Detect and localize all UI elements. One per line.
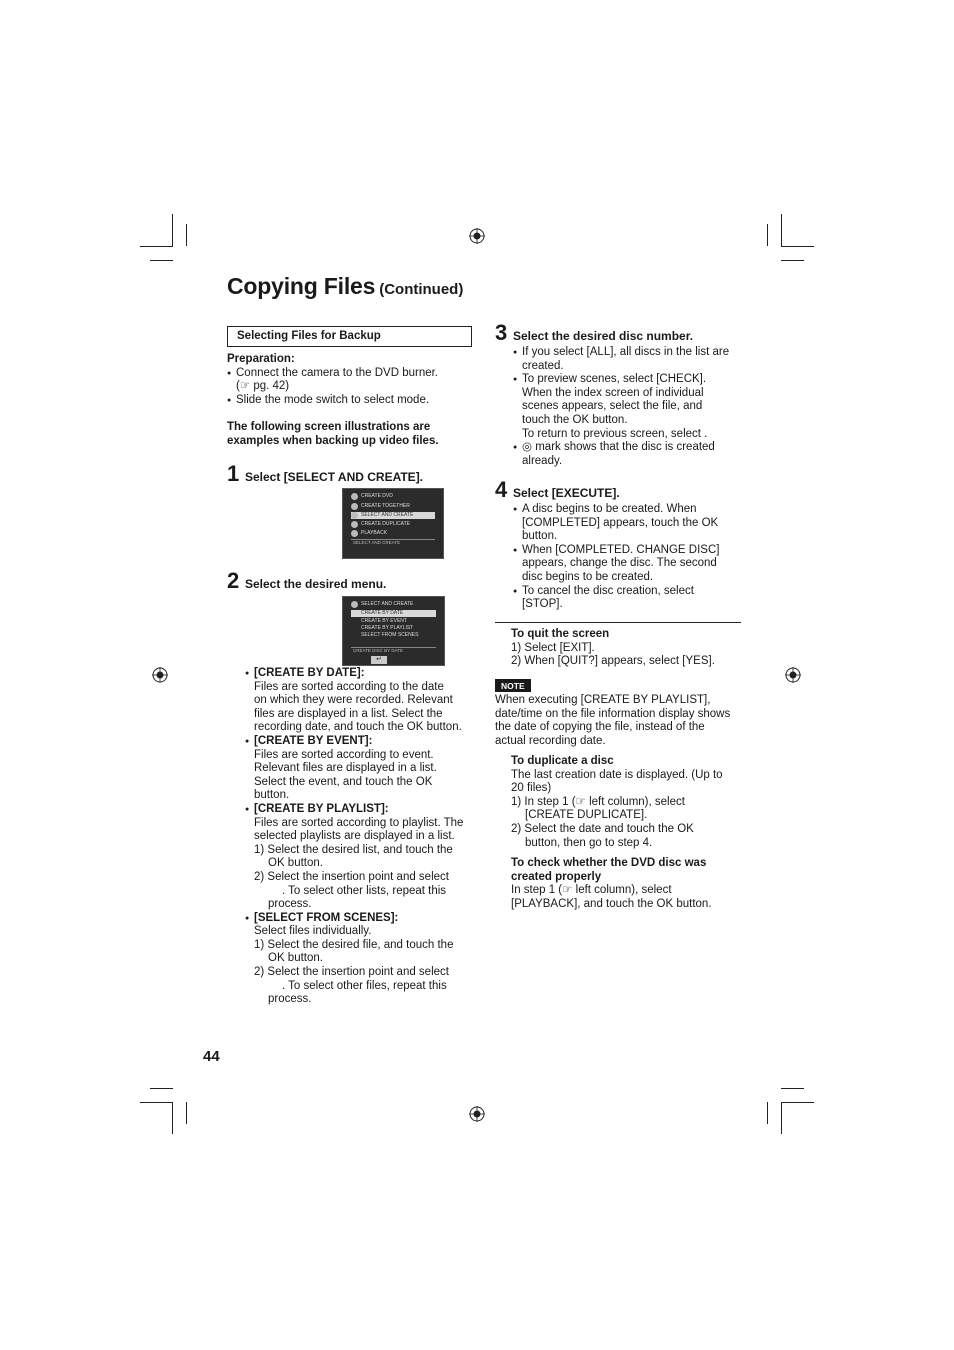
registration-mark-icon bbox=[469, 228, 485, 244]
crop-mark bbox=[781, 246, 814, 247]
check-block: To check whether the DVD disc was created properly In step 1 (☞ left column), select [PLAYBACK], and touch the OK button. bbox=[511, 857, 745, 911]
preparation-block bbox=[227, 353, 477, 407]
divider bbox=[495, 622, 741, 623]
screen-menu-item[interactable]: CREATE BY EVENT bbox=[361, 618, 407, 624]
crop-mark bbox=[781, 214, 782, 246]
screen-menu-item-selected[interactable]: SELECT AND CREATE bbox=[351, 512, 435, 519]
bullet-item: ● A disc begins to be created. When [COMPLETED] appears, touch the OK button. bbox=[513, 503, 745, 544]
step-number: 3 bbox=[495, 320, 508, 345]
bullet-item: ● If you select [ALL], all discs in the list are created. bbox=[513, 346, 745, 373]
screen-header: SELECT AND CREATE bbox=[351, 601, 436, 608]
quit-block: To quit the screen 1) Select [EXIT]. 2) When [QUIT?] appears, select [YES]. bbox=[511, 628, 743, 669]
screen-menu-item-selected[interactable]: CREATE BY DATE bbox=[351, 610, 436, 617]
step-title: Select the desired disc number. bbox=[513, 329, 694, 343]
page-number: 44 bbox=[203, 1048, 220, 1065]
registration-mark-icon bbox=[785, 667, 801, 683]
screen-menu-item[interactable]: PLAYBACK bbox=[351, 530, 435, 537]
screen-menu-item[interactable]: CREATE BY PLAYLIST bbox=[361, 625, 414, 631]
check-heading: created properly bbox=[511, 870, 602, 883]
option-body: Select files individually. 1) Select the desired file, and touch the OK button. 2) Select the insertion point and select . To select other files, repeat this process. bbox=[254, 925, 454, 1006]
crop-mark bbox=[172, 214, 173, 246]
screen-menu-item[interactable]: CREATE TOGETHER bbox=[351, 503, 435, 510]
step-number: 1 bbox=[227, 461, 240, 486]
camera-menu-screen-select-and-create bbox=[342, 596, 445, 666]
crop-mark bbox=[150, 260, 173, 261]
bullet-item: ● To preview scenes, select [CHECK]. When the index screen of individual scenes appears, select the file, and touch the OK button. To return to previous screen, select . bbox=[513, 373, 745, 441]
page-title-continued: (Continued) bbox=[379, 281, 464, 298]
option-body: Files are sorted according to event. Relevant files are displayed in a list. Select the event, and touch the OK button. bbox=[254, 748, 437, 802]
note-label: NOTE bbox=[495, 679, 531, 692]
camera-menu-screen-create-dvd bbox=[342, 488, 444, 559]
screen-menu-item[interactable]: CREATE DUPLICATE bbox=[351, 521, 435, 528]
menu-options bbox=[245, 667, 477, 1007]
check-heading: To check whether the DVD disc was bbox=[511, 857, 707, 869]
preparation-item-ref: (☞ pg. 42) bbox=[236, 380, 290, 393]
option-head: ● [CREATE BY DATE]: bbox=[245, 667, 477, 681]
option-body: Files are sorted according to playlist. The selected playlists are displayed in a list. 1) Select the desired list, and touch the OK button. 2) Select the insertion point and select . To select other lists, repeat this process. bbox=[254, 816, 464, 911]
option-body: Files are sorted according to the date on which they were recorded. Relevant files are displayed in a list. Select the recording date, and touch the OK button. bbox=[254, 680, 462, 734]
crop-mark bbox=[767, 1102, 768, 1124]
step-title: Select [SELECT AND CREATE]. bbox=[245, 470, 424, 484]
screen-menu-item[interactable]: SELECT FROM SCENES bbox=[361, 632, 419, 638]
crop-mark bbox=[140, 246, 173, 247]
crop-mark bbox=[781, 1102, 782, 1134]
registration-mark-icon bbox=[469, 1106, 485, 1122]
step-title: Select [EXECUTE]. bbox=[513, 486, 620, 500]
duplicate-heading: To duplicate a disc bbox=[511, 755, 614, 767]
note-text: When executing [CREATE BY PLAYLIST], date/time on the file information display shows the date of copying the file, instead of the actual recording date. bbox=[495, 694, 731, 747]
intro-note-line: examples when backing up video files. bbox=[227, 434, 439, 447]
registration-mark-icon bbox=[152, 667, 168, 683]
page-title-main: Copying Files bbox=[227, 273, 376, 299]
option-head: ● [SELECT FROM SCENES]: bbox=[245, 912, 477, 926]
bullet-item: ● ◎ mark shows that the disc is created already. bbox=[513, 441, 745, 468]
section-heading: Selecting Files for Backup bbox=[227, 326, 472, 347]
intro-note bbox=[227, 421, 477, 448]
crop-mark bbox=[150, 1088, 173, 1089]
bullet-item: ● When [COMPLETED. CHANGE DISC] appears, change the disc. The second disc begins to be created. bbox=[513, 544, 745, 585]
step3-bullets bbox=[513, 346, 745, 468]
option-head: ● [CREATE BY EVENT]: bbox=[245, 735, 477, 749]
preparation-label: Preparation: bbox=[227, 353, 295, 365]
intro-note-line: The following screen illustrations are bbox=[227, 421, 431, 433]
return-button[interactable]: ↵ bbox=[371, 656, 387, 664]
step-number: 2 bbox=[227, 568, 240, 593]
crop-mark bbox=[781, 260, 804, 261]
screen-footer: SELECT AND CREATE bbox=[351, 539, 435, 546]
preparation-item: ● Connect the camera to the DVD burner. bbox=[227, 367, 477, 381]
step4-bullets bbox=[513, 503, 745, 612]
crop-mark bbox=[767, 224, 768, 246]
step-title: Select the desired menu. bbox=[245, 577, 387, 591]
bullet-item: ● To cancel the disc creation, select [STOP]. bbox=[513, 585, 745, 612]
preparation-item: ● Slide the mode switch to select mode. bbox=[227, 394, 477, 408]
screen-footer: CREATE DISC BY DATE bbox=[351, 647, 436, 654]
page-title bbox=[227, 273, 464, 299]
crop-mark bbox=[781, 1088, 804, 1089]
crop-mark bbox=[172, 1102, 173, 1134]
crop-mark bbox=[781, 1102, 814, 1103]
duplicate-block: To duplicate a disc The last creation date is displayed. (Up to 20 files) 1) In step 1 (☞ left column), select [CREATE DUPLICATE]. 2) Select the date and touch the OK button, then go to step 4. bbox=[511, 755, 745, 850]
crop-mark bbox=[140, 1102, 173, 1103]
step-number: 4 bbox=[495, 477, 508, 502]
screen-header: CREATE DVD bbox=[351, 493, 435, 500]
crop-mark bbox=[186, 224, 187, 246]
option-head: ● [CREATE BY PLAYLIST]: bbox=[245, 803, 477, 817]
quit-heading: To quit the screen bbox=[511, 628, 610, 640]
crop-mark bbox=[186, 1102, 187, 1124]
